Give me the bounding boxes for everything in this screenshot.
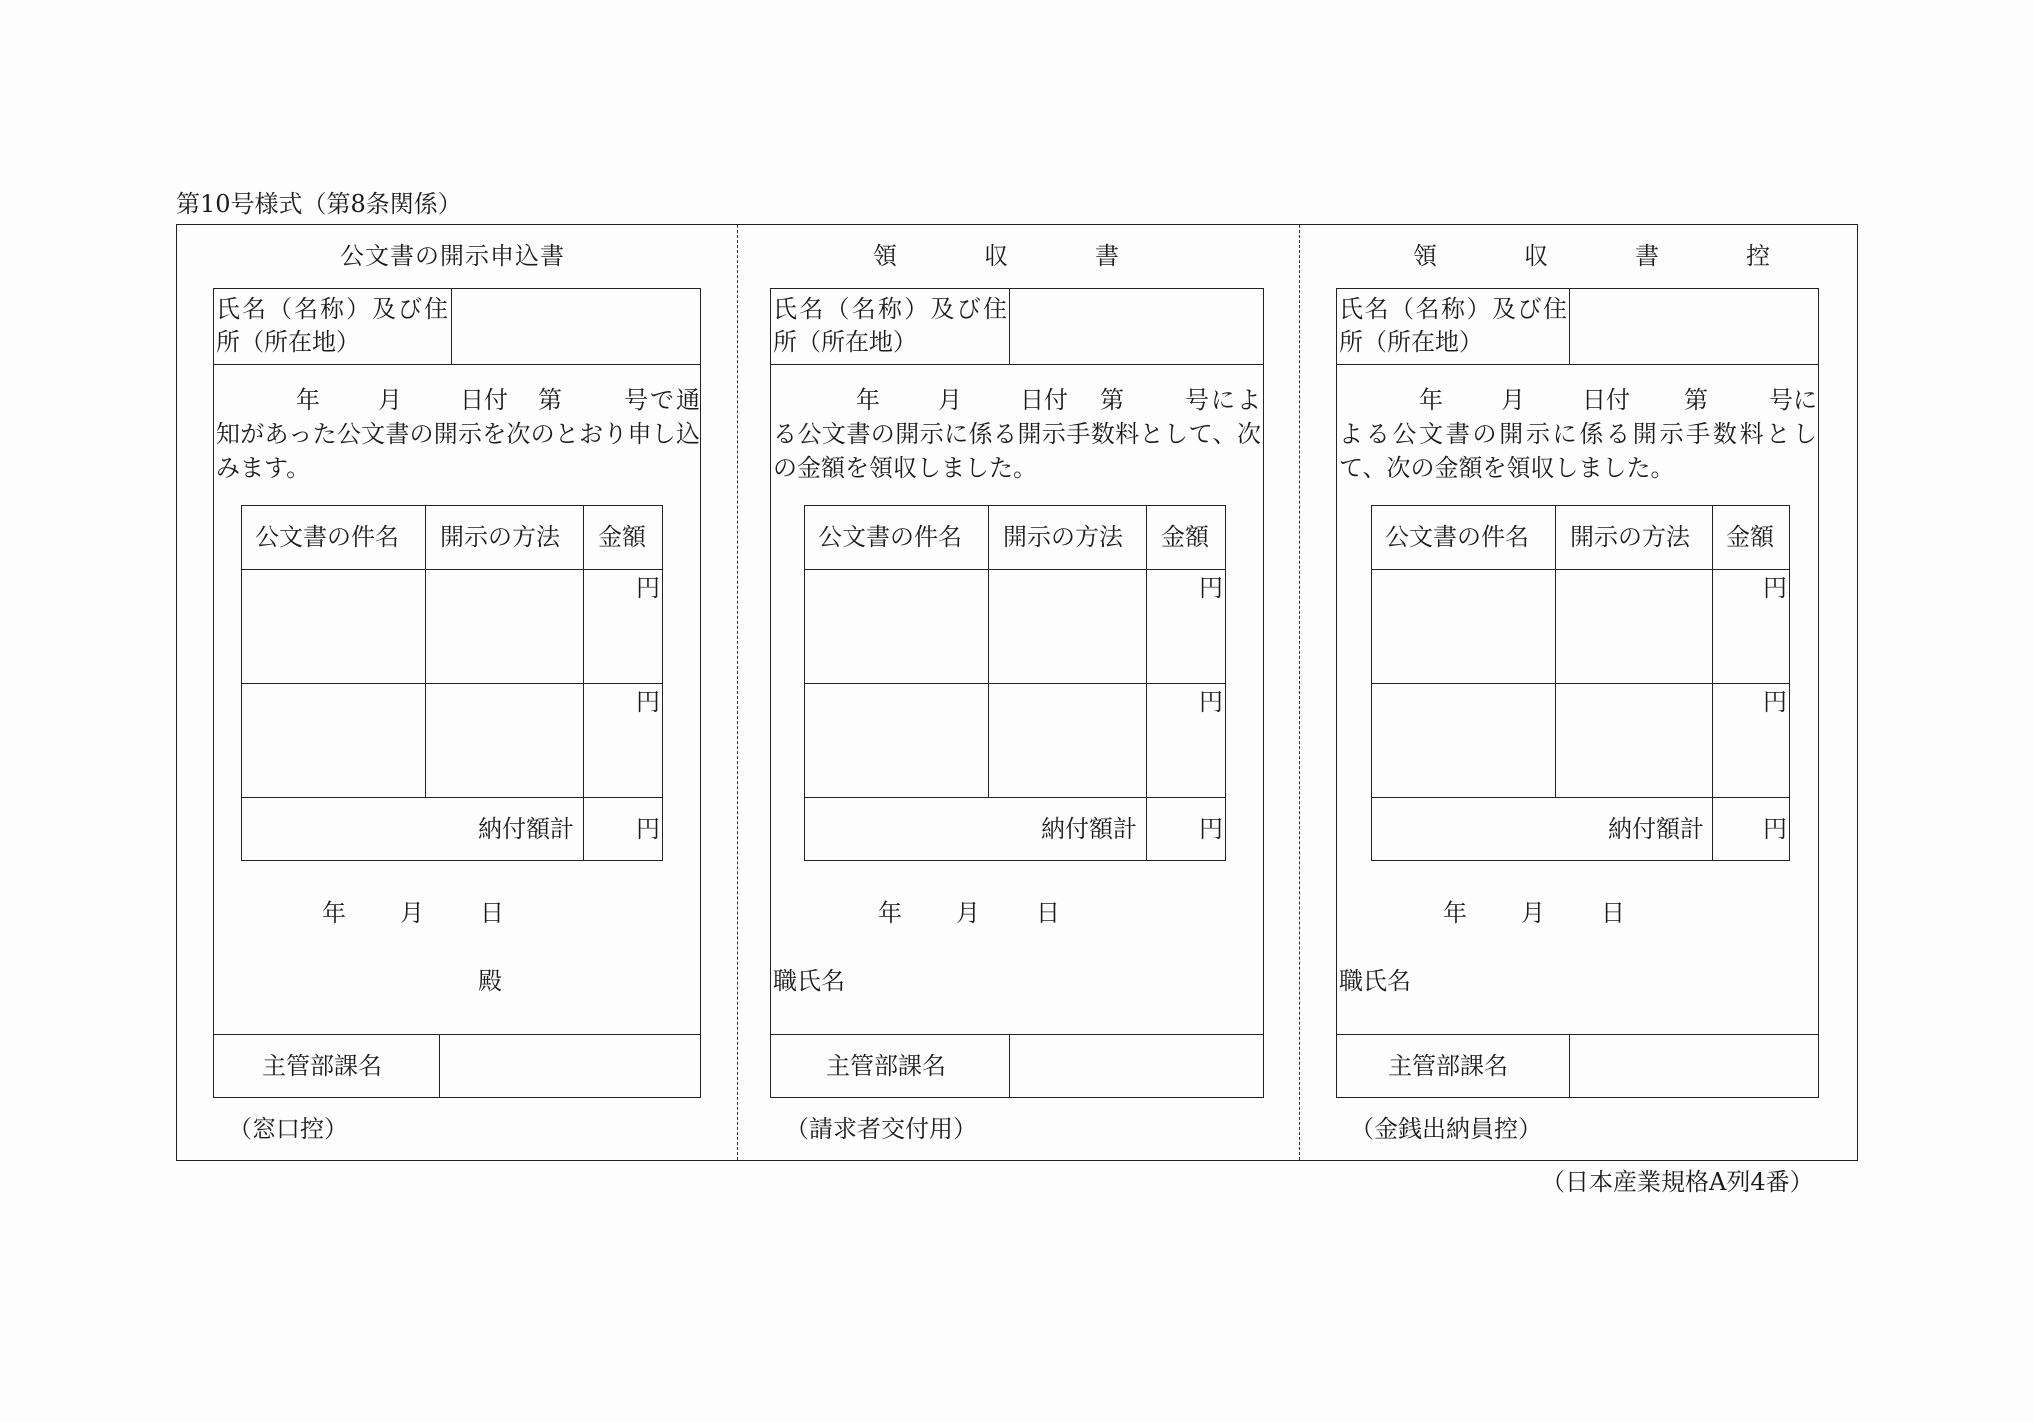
sign-label: 殿 [478,967,502,995]
name-address-label: 氏名（名称）及び住所（所在地） [216,295,448,356]
col-header-title: 公文書の件名 [818,523,962,551]
dept-label: 主管部課名 [262,1052,382,1080]
col-header-title: 公文書の件名 [1385,523,1529,551]
col-header-title: 公文書の件名 [255,523,399,551]
dept-label: 主管部課名 [826,1052,946,1080]
sign-label: 職氏名 [1339,967,1411,995]
cut-line-2 [1299,225,1300,1160]
col-header-method: 開示の方法 [1570,523,1690,551]
body-text: 号による公文書の開示に係る開示手数料として、次の金額を領収しました。 [773,386,1261,482]
copy-label: （窓口控） [228,1115,348,1143]
panel-heading: 領 収 書 [873,242,1132,270]
total-label: 納付額計 [478,815,574,843]
name-address-field[interactable] [1570,289,1818,364]
name-address-label: 氏名（名称）及び住所（所在地） [1339,295,1567,356]
col-header-method: 開示の方法 [440,523,560,551]
col-header-amount: 金額 [598,523,646,551]
name-address-field[interactable] [1010,289,1263,364]
total-label: 納付額計 [1608,815,1704,843]
name-address-field[interactable] [452,289,700,364]
cut-line-1 [737,225,738,1160]
form-title: 第10号様式（第8条関係） [176,190,462,218]
col-header-amount: 金額 [1161,523,1209,551]
body-text: 号で通知があった公文書の開示を次のとおり申し込みます。 [216,386,700,482]
total-label: 納付額計 [1041,815,1137,843]
body-text: 号による公文書の開示に係る開示手数料として、次の金額を領収しました。 [1339,386,1817,482]
name-address-label: 氏名（名称）及び住所（所在地） [773,295,1007,356]
dept-label: 主管部課名 [1388,1052,1508,1080]
col-header-amount: 金額 [1726,523,1774,551]
panel-heading: 領 収 書 控 [1413,242,1783,270]
copy-label: （請求者交付用） [785,1115,977,1143]
paper-size-note: （日本産業規格A列4番） [1541,1168,1814,1196]
copy-label: （金銭出納員控） [1350,1115,1542,1143]
sign-label: 職氏名 [773,967,845,995]
col-header-method: 開示の方法 [1003,523,1123,551]
panel-heading: 公文書の開示申込書 [340,242,565,270]
